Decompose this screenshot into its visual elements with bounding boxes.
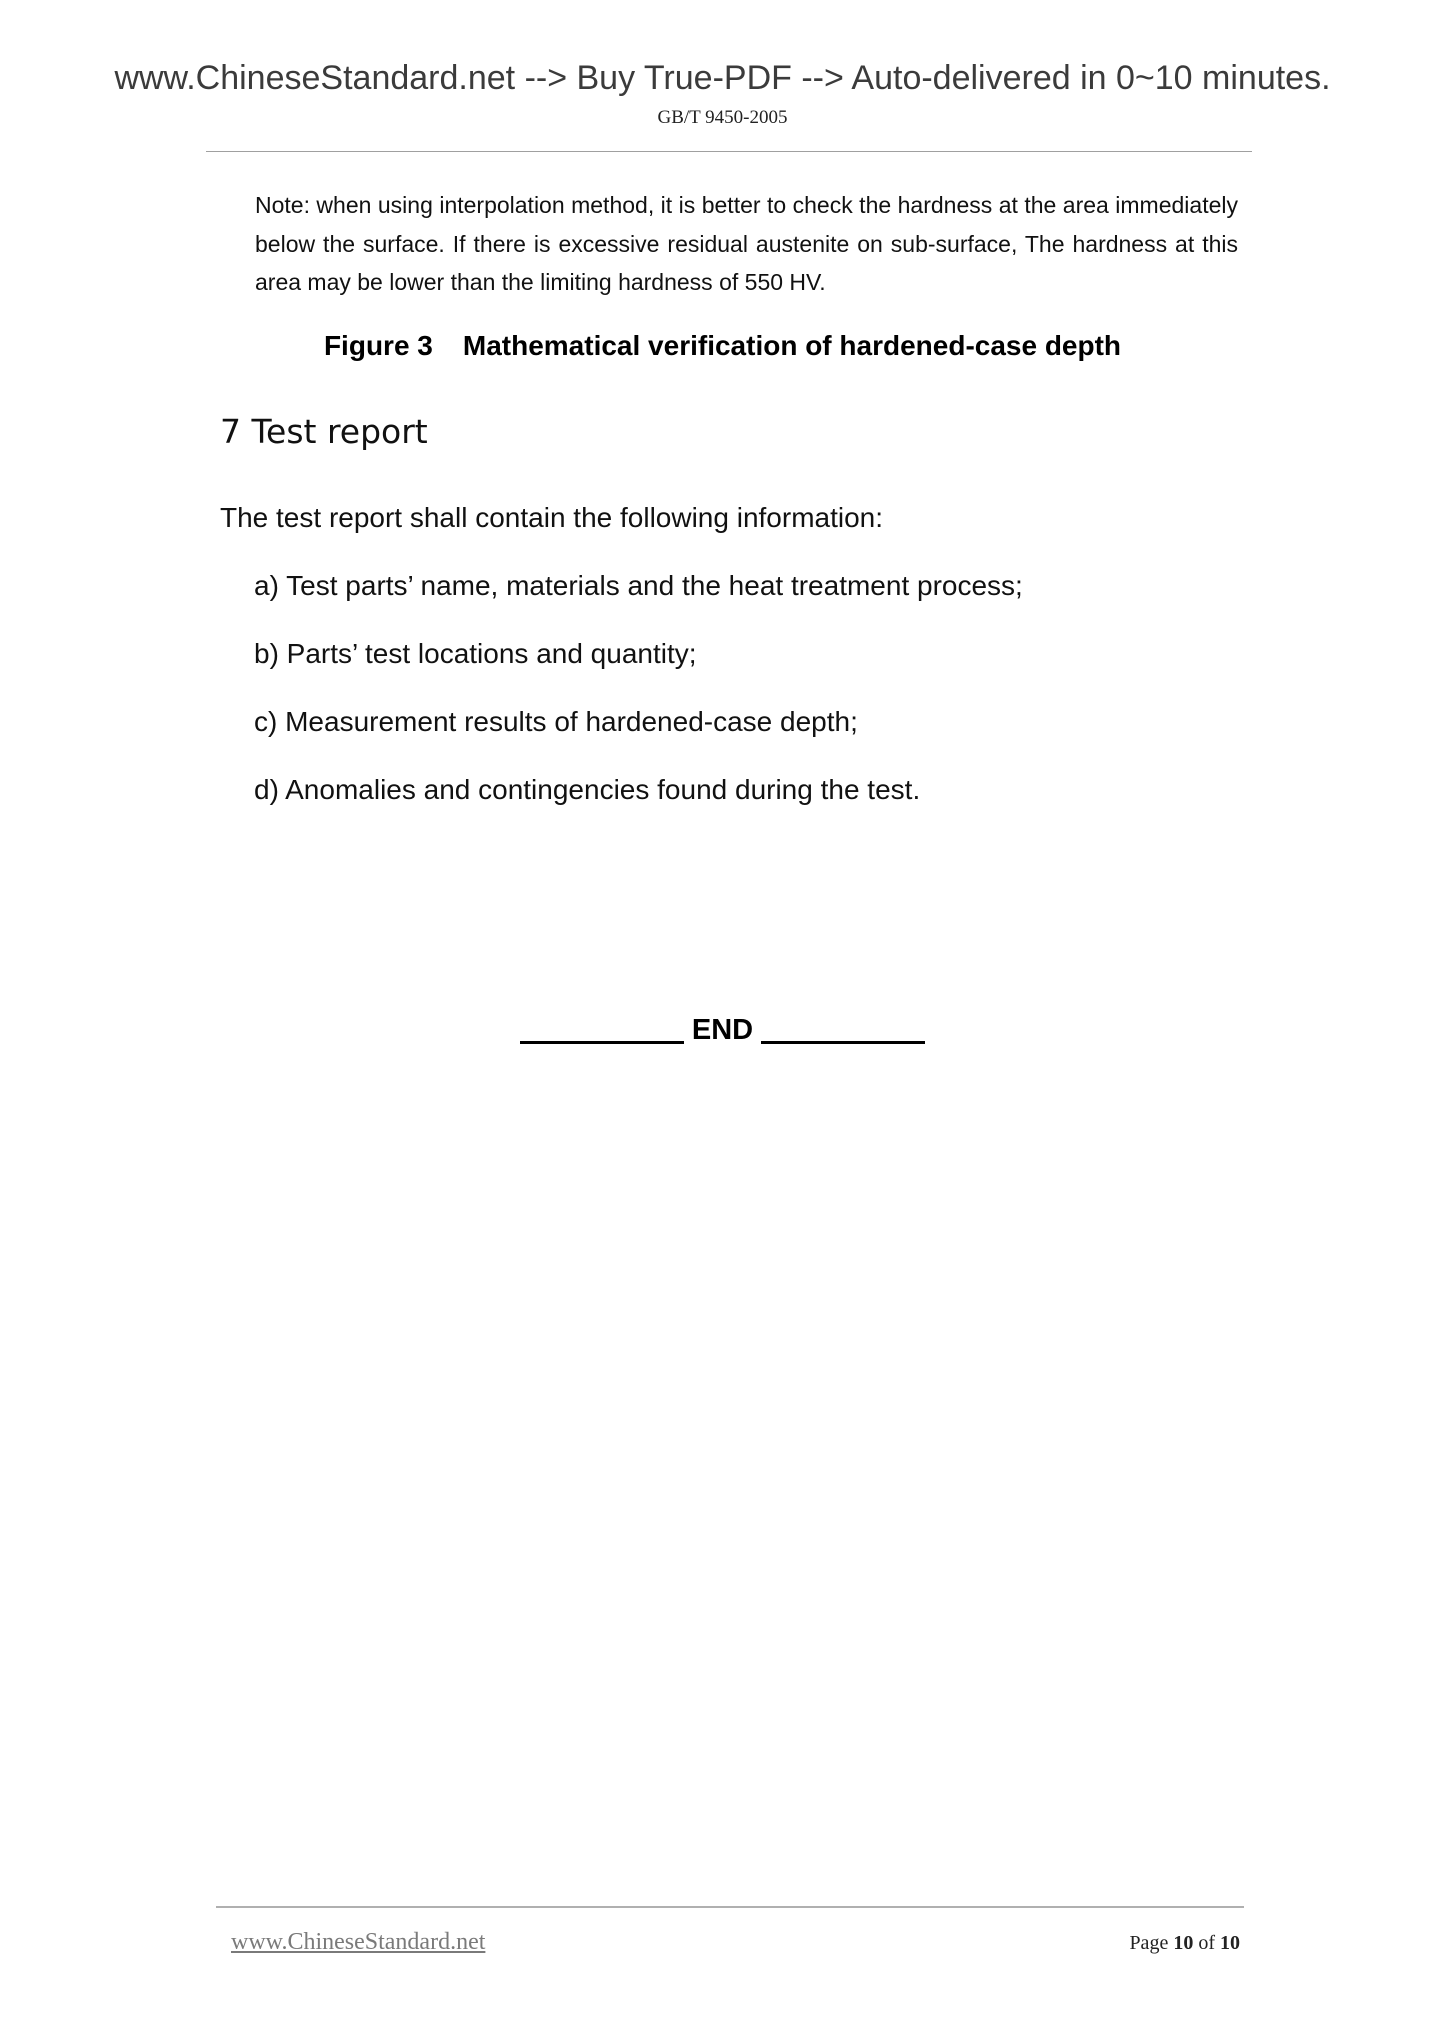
footer-divider	[216, 1906, 1244, 1908]
header-divider	[206, 151, 1252, 152]
list-item: d) Anomalies and contingencies found during the test.	[254, 774, 921, 805]
end-label: END	[691, 1014, 754, 1046]
page-current: 10	[1173, 1932, 1194, 1954]
end-rule-right	[761, 1011, 925, 1044]
figure-number: Figure 3	[323, 330, 433, 361]
end-marker	[0, 1010, 1445, 1050]
section-intro: The test report shall contain the following information:	[220, 502, 884, 533]
figure-caption	[0, 326, 1445, 366]
page-number	[1129, 1928, 1240, 1958]
figure-note: Note: when using interpolation method, it is better to check the hardness at the area immediately below the surface. If there is excessive residual austenite on sub-surface, The hardness at this area may be lower than the limiting hardness of 550 HV.	[255, 192, 1238, 295]
end-rule-left	[520, 1011, 684, 1044]
page-of: of	[1198, 1932, 1215, 1954]
section-heading: 7 Test report	[220, 412, 428, 451]
figure-title: Mathematical verification of hardened-case depth	[462, 330, 1122, 361]
footer-site-link[interactable]: www.ChineseStandard.net	[231, 1929, 486, 1955]
site-banner: www.ChineseStandard.net --> Buy True-PDF --> Auto-delivered in 0~10 minutes.	[114, 59, 1331, 97]
standard-code: GB/T 9450-2005	[657, 107, 788, 128]
list-item: a) Test parts’ name, materials and the heat treatment process;	[254, 570, 1023, 601]
report-items-list	[254, 566, 1023, 838]
page-total: 10	[1220, 1932, 1240, 1954]
list-item: c) Measurement results of hardened-case depth;	[254, 706, 858, 737]
list-item: b) Parts’ test locations and quantity;	[254, 638, 697, 669]
page-prefix: Page	[1129, 1932, 1169, 1954]
